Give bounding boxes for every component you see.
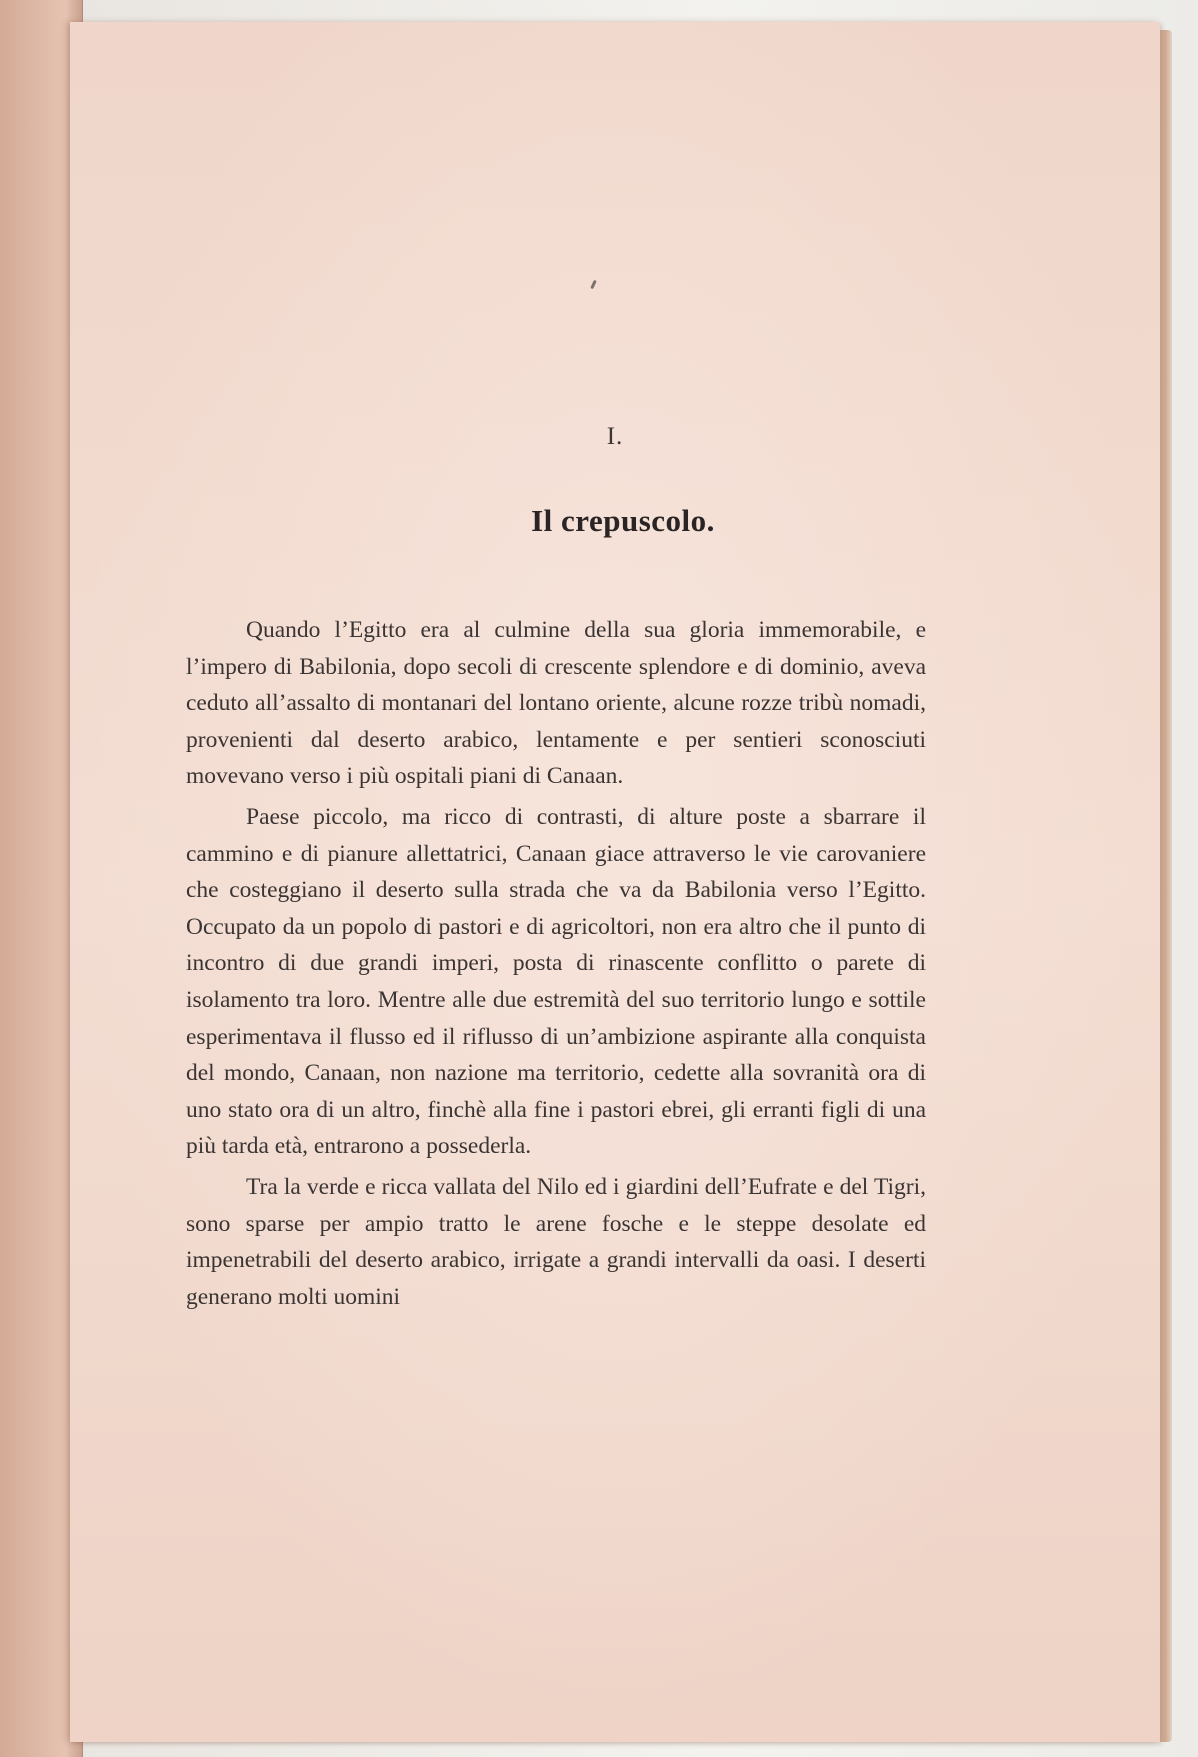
book-page — [70, 22, 1160, 1742]
chapter-number: I. — [606, 423, 624, 450]
body-text — [186, 612, 926, 1319]
paragraph: Quando l’Egitto era al culmine della sua gloria immemorabile, e l’impero di Babilonia, dopo secoli di crescente splendore e di dominio, aveva ceduto all’assalto di montanari del lontano oriente, alcune rozze tribù nomadi, provenienti dal deserto arabico, lentamente e per sentieri sconosciuti movevano verso i più ospitali piani di Canaan. — [186, 617, 926, 790]
paragraph: Paese piccolo, ma ricco di contrasti, di alture poste a sbarrare il cammino e di pianure allettatrici, Canaan giace attraverso le vie carovaniere che costeggiano il deserto sulla strada che va da Babilonia verso l’Egitto. Occupato da un popolo di pastori e di agricoltori, non era altro che il punto di incontro di due grandi imperi, posta di rinascente conflitto o parete di isolamento tra loro. Mentre alle due estremità del suo territorio lungo e sottile esperimentava il flusso ed il riflusso di un’ambizione aspirante alla conquista del mondo, Canaan, non nazione ma territorio, cedette alla sovranità ora di uno stato ora di un altro, finchè alla fine i pastori ebrei, gli erranti figli di una più tarda età, entrarono a possederla. — [186, 803, 926, 1160]
paragraph: Tra la verde e ricca vallata del Nilo ed i giardini dell’Eufrate e del Tigri, sono sparse per ampio tratto le arene fosche e le steppe desolate ed impenetrabili del deserto arabico, irrigate a grandi intervalli da oasi. I deserti generano molti uomini — [186, 1173, 926, 1310]
ink-speck — [590, 280, 597, 289]
chapter-title: Il crepuscolo. — [531, 503, 715, 538]
